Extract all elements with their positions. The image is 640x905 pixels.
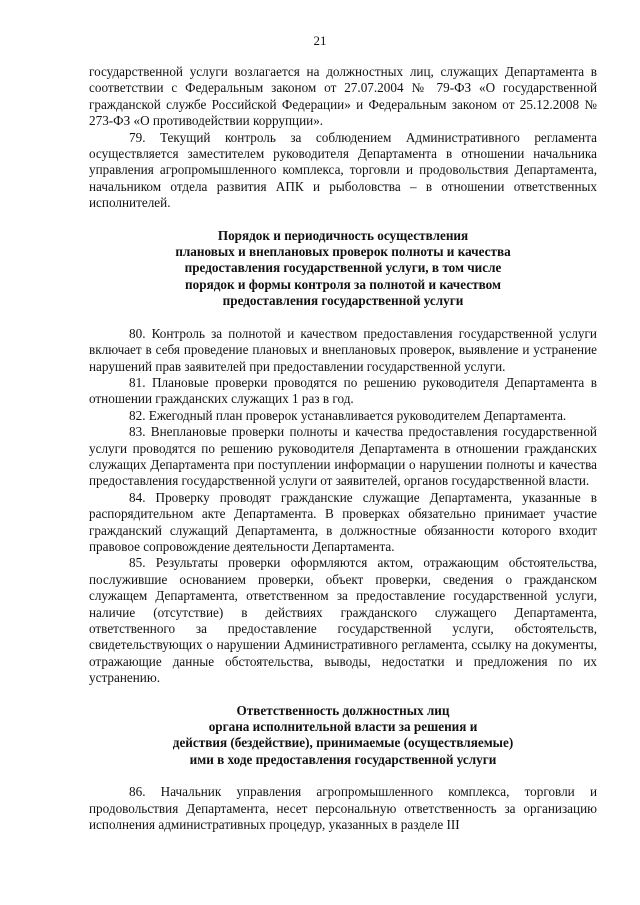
paragraph-82: 82. Ежегодный план проверок устанавливается руководителем Департамента. — [129, 407, 567, 423]
heading-line: порядок и формы контроля за полнотой и качеством — [185, 276, 501, 292]
heading-line: ими в ходе предоставления государственной услуги — [189, 751, 497, 767]
paragraph-85: 85. Результаты проверки оформляются актом, отражающим обстоятельства, послужившие основанием проверки, объект проверки, сведения о гражданском служащем Департамента, ответственном за предоставление государственной услуги, наличие (отсутствие) в действиях гражданского служащего Департамента, ответственного за предоставление государственной услуги, обстоятельств, свидетельствующих о нарушении Административного регламента, ссылку на документы, отражающие данные обстоятельства, выводы, недостатки и предложения по их устранению. — [89, 555, 597, 686]
section-heading-responsibility — [89, 703, 597, 769]
paragraph-86: 86. Начальник управления агропромышленного комплекса, торговли и продовольствия Департамента, несет персональную ответственность за организацию исполнения административных процедур, указанных в разделе III — [89, 784, 597, 833]
heading-line: предоставления государственной услуги — [222, 293, 464, 309]
paragraph-continuation: государственной услуги возлагается на должностных лиц, служащих Департамента в соответствии с Федеральным законом от 27.07.2004 № 79-ФЗ «О государственной гражданской службе Российской Федерации» и Федеральным законом от 25.12.2008 № 273-ФЗ «О противодействии коррупции». — [89, 64, 597, 129]
heading-line: плановых и внеплановых проверок полноты и качества — [175, 244, 511, 260]
heading-line: Порядок и периодичность осуществления — [217, 227, 469, 243]
paragraph-79: 79. Текущий контроль за соблюдением Административного регламента осуществляется заместителем руководителя Департамента в отношении начальника управления агропромышленного комплекса, торговли и продовольствия Департамента, начальником отдела развития АПК и рыболовства – в отношении ответственных исполнителей. — [89, 129, 597, 211]
heading-line: Ответственность должностных лиц — [236, 702, 450, 718]
paragraph-80: 80. Контроль за полнотой и качеством предоставления государственной услуги включает в себя проведение плановых и внеплановых проверок, выявление и устранение нарушений прав заявителей при предоставлении государственной услуги. — [89, 325, 597, 374]
section-heading-inspections — [89, 228, 597, 310]
heading-line: действия (бездействие), принимаемые (осуществляемые) — [172, 735, 514, 751]
paragraph-81: 81. Плановые проверки проводятся по решению руководителя Департамента в отношении гражданских служащих 1 раз в год. — [89, 374, 597, 407]
heading-line: органа исполнительной власти за решения и — [208, 719, 478, 735]
paragraph-84: 84. Проверку проводят гражданские служащие Департамента, указанные в распорядительном акте Департамента. В проверках обязательно принимает участие гражданский служащий Департамента, в должностные обязанности которого входит правовое сопровождение деятельности Департамента. — [89, 489, 597, 554]
document-body — [89, 64, 597, 833]
heading-line: предоставления государственной услуги, в том числе — [184, 260, 502, 276]
page-number: 21 — [313, 33, 327, 48]
paragraph-83: 83. Внеплановые проверки полноты и качества предоставления государственной услуги проводятся по решению руководителя Департамента в отношении гражданских служащих Департамента при поступлении информации о нарушении полноты и качества предоставления государственной услуги от заявителей, органов государственной власти. — [89, 424, 597, 489]
